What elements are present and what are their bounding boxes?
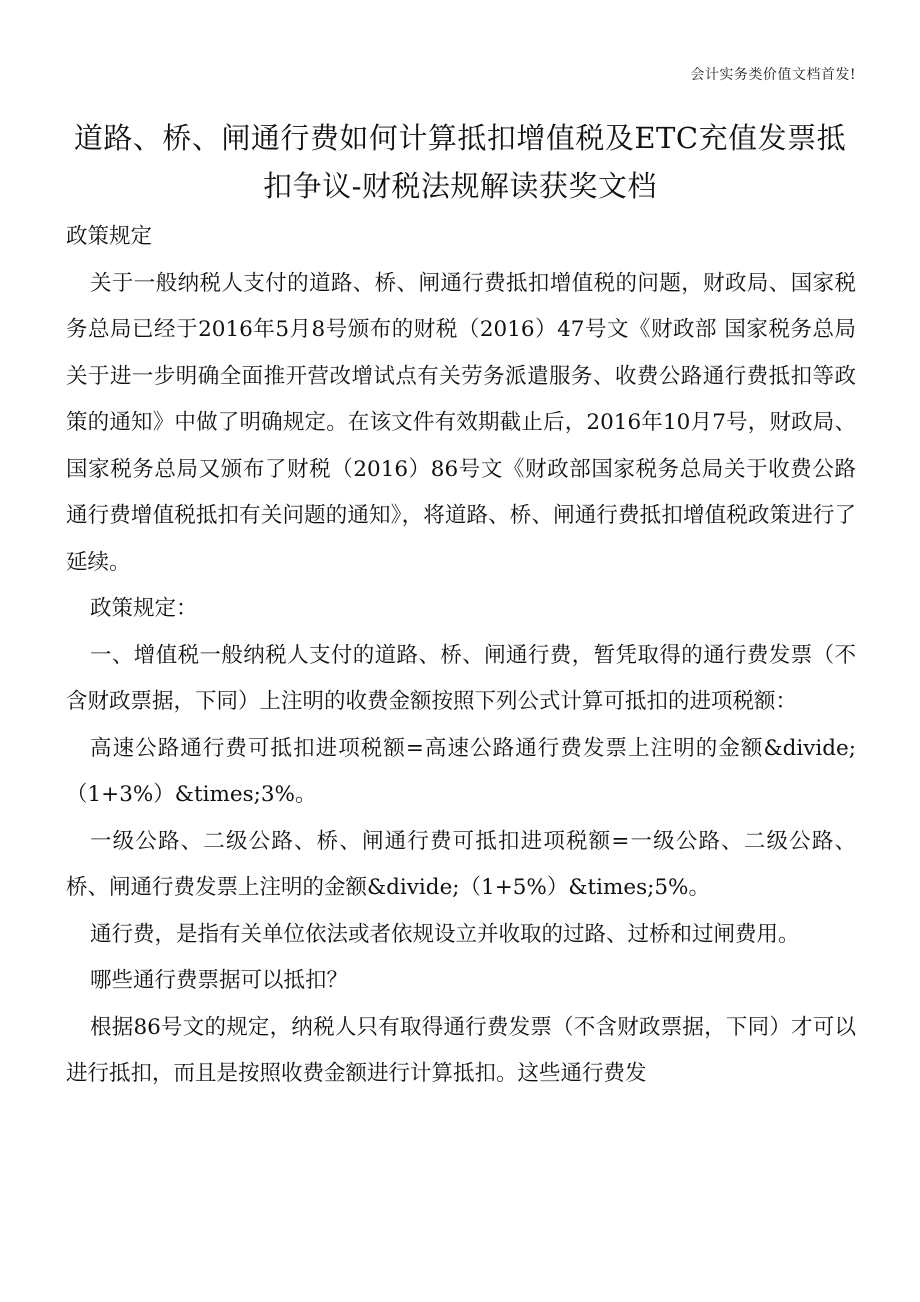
- paragraph-toll-definition: 通行费，是指有关单位依法或者依规设立并收取的过路、过桥和过闸费用。: [90, 921, 800, 947]
- paragraph-highway-formula: 高速公路通行费可抵扣进项税额=高速公路通行费发票上注明的金额&divide;（1+3%）&times;3%。: [66, 735, 856, 807]
- paragraph-answer: 根据86号文的规定，纳税人只有取得通行费发票（不含财政票据，下同）才可以进行抵扣，而且是按照收费金额进行计算抵扣。这些通行费发: [66, 1014, 856, 1086]
- section-heading: 政策规定: [66, 224, 153, 249]
- document-body: [66, 214, 856, 1098]
- header-note: 会计实务类价值文档首发!: [690, 67, 856, 83]
- paragraph-road-formula: 一级公路、二级公路、桥、闸通行费可抵扣进项税额=一级公路、二级公路、桥、闸通行费发票上注明的金额&divide;（1+5%）&times;5%。: [66, 828, 856, 900]
- document-title: 道路、桥、闸通行费如何计算抵扣增值税及ETC充值发票抵扣争议-财税法规解读获奖文档: [73, 121, 847, 203]
- paragraph-policy-label: 政策规定：: [90, 596, 198, 621]
- paragraph-question: 哪些通行费票据可以抵扣？: [90, 968, 349, 993]
- paragraph-rule-one: 一、增值税一般纳税人支付的道路、桥、闸通行费，暂凭取得的通行费发票（不含财政票据，下同）上注明的收费金额按照下列公式计算可抵扣的进项税额：: [66, 642, 856, 714]
- paragraph-intro: 关于一般纳税人支付的道路、桥、闸通行费抵扣增值税的问题，财政局、国家税务总局已经于2016年5月8号颁布的财税（2016）47号文《财政部 国家税务总局关于进一步明确全面推开营改增试点有关劳务派遣服务、收费公路通行费抵扣等政策的通知》中做了明确规定。在该文件有效期截止后，2016年10月7号，财政局、国家税务总局又颁布了财税（2016）86号文《财政部国家税务总局关于收费公路通行费增值税抵扣有关问题的通知》，将道路、桥、闸通行费抵扣增值税政策进行了延续。: [66, 270, 856, 575]
